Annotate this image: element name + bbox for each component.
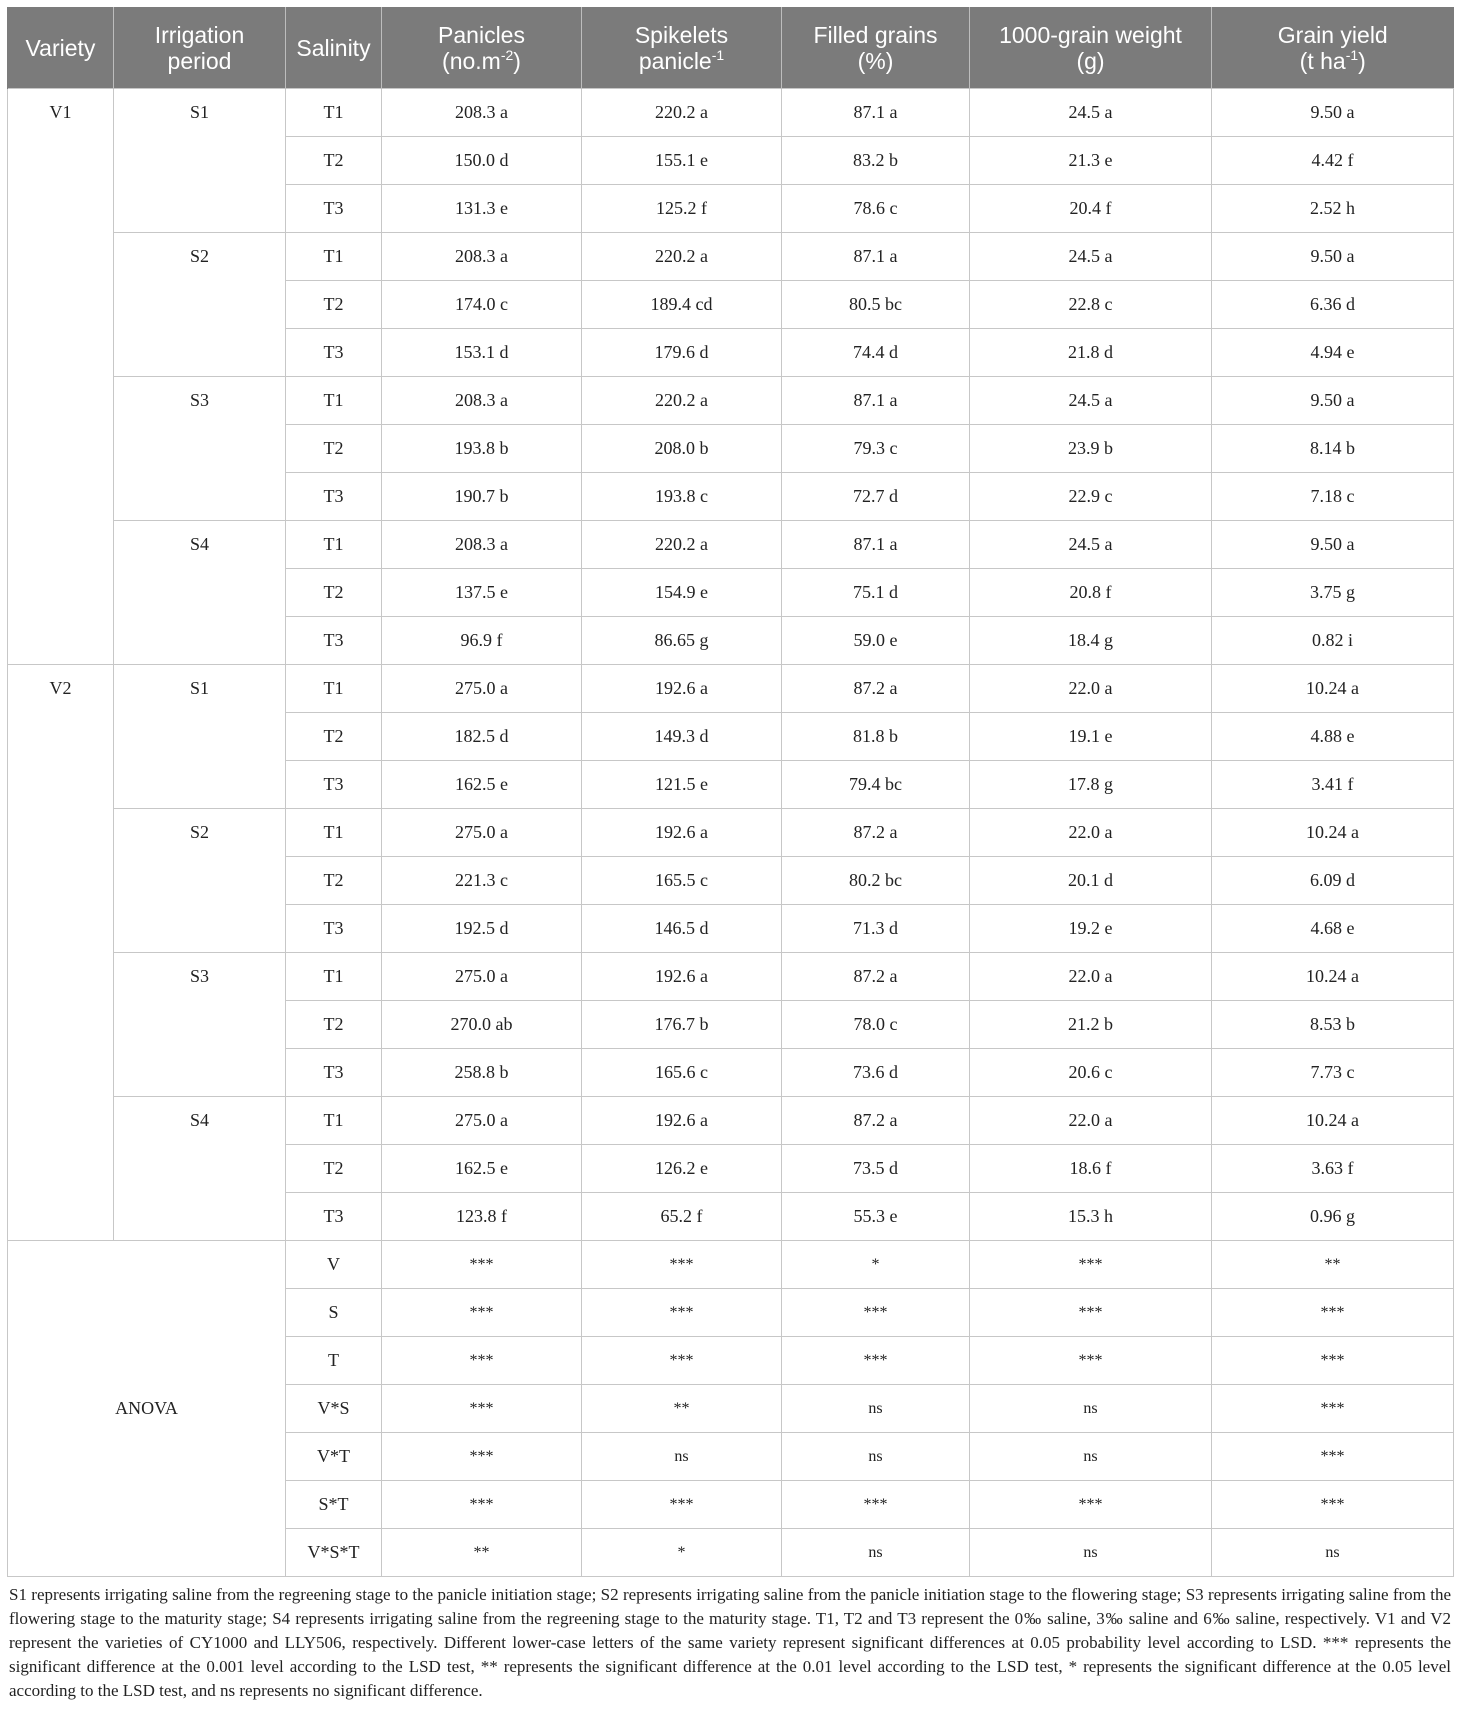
panicles-cell: 221.3 c — [382, 857, 582, 905]
anova-row — [8, 1241, 1454, 1289]
grain-weight-cell: 19.1 e — [970, 713, 1212, 761]
irrigation-period-cell — [114, 1145, 286, 1193]
filled-grains-cell: 79.3 c — [782, 425, 970, 473]
panicles-sig-cell: ** — [382, 1529, 582, 1577]
variety-cell — [8, 137, 114, 185]
salinity-cell: T2 — [286, 281, 382, 329]
spikelets-cell: 189.4 cd — [582, 281, 782, 329]
table-row — [8, 1145, 1454, 1193]
salinity-cell: T1 — [286, 377, 382, 425]
spikelets-cell: 220.2 a — [582, 233, 782, 281]
table-row — [8, 617, 1454, 665]
filled-grains-cell: 87.2 a — [782, 1097, 970, 1145]
grain-weight-cell: 19.2 e — [970, 905, 1212, 953]
irrigation-period-cell — [114, 185, 286, 233]
irrigation-period-cell — [114, 713, 286, 761]
header-irrigation-period: Irrigation period — [114, 7, 286, 89]
grain-yield-cell: 9.50 a — [1212, 233, 1454, 281]
table-row — [8, 521, 1454, 569]
panicles-cell: 275.0 a — [382, 1097, 582, 1145]
table-body — [8, 89, 1454, 1577]
grain-weight-cell: 22.8 c — [970, 281, 1212, 329]
variety-cell — [8, 713, 114, 761]
spikelets-cell: 165.6 c — [582, 1049, 782, 1097]
yield-components-table — [7, 7, 1454, 1577]
grain-weight-cell: 21.3 e — [970, 137, 1212, 185]
grain-weight-sig-cell: *** — [970, 1337, 1212, 1385]
header-spikelets: Spikelets panicle$^{-1}$ — [582, 7, 782, 89]
filled-grains-cell: 79.4 bc — [782, 761, 970, 809]
irrigation-period-cell — [114, 329, 286, 377]
spikelets-sig-cell: *** — [582, 1241, 782, 1289]
grain-weight-cell: 23.9 b — [970, 425, 1212, 473]
anova-factor-cell: V — [286, 1241, 382, 1289]
table-row — [8, 761, 1454, 809]
salinity-cell: T1 — [286, 233, 382, 281]
table-row — [8, 665, 1454, 713]
spikelets-cell: 208.0 b — [582, 425, 782, 473]
grain-yield-cell: 0.82 i — [1212, 617, 1454, 665]
grain-yield-sig-cell: ns — [1212, 1529, 1454, 1577]
variety-cell — [8, 617, 114, 665]
panicles-cell: 162.5 e — [382, 1145, 582, 1193]
spikelets-cell: 149.3 d — [582, 713, 782, 761]
table-row — [8, 713, 1454, 761]
header-salinity: Salinity — [286, 7, 382, 89]
irrigation-period-cell — [114, 857, 286, 905]
grain-weight-cell: 21.2 b — [970, 1001, 1212, 1049]
header-filled-grains: Filled grains (%) — [782, 7, 970, 89]
salinity-cell: T1 — [286, 953, 382, 1001]
filled-grains-cell: 87.1 a — [782, 377, 970, 425]
variety-cell — [8, 809, 114, 857]
panicles-sig-cell: *** — [382, 1241, 582, 1289]
panicles-cell: 192.5 d — [382, 905, 582, 953]
variety-cell — [8, 377, 114, 425]
panicles-sig-cell: *** — [382, 1433, 582, 1481]
irrigation-period-cell — [114, 473, 286, 521]
grain-yield-cell: 6.09 d — [1212, 857, 1454, 905]
filled-grains-cell: 87.2 a — [782, 809, 970, 857]
grain-yield-cell: 4.68 e — [1212, 905, 1454, 953]
salinity-cell: T2 — [286, 1001, 382, 1049]
irrigation-period-cell — [114, 569, 286, 617]
table-row — [8, 1097, 1454, 1145]
variety-cell — [8, 761, 114, 809]
spikelets-sig-cell: *** — [582, 1337, 782, 1385]
grain-yield-sig-cell: *** — [1212, 1481, 1454, 1529]
spikelets-cell: 220.2 a — [582, 521, 782, 569]
table-row — [8, 1193, 1454, 1241]
irrigation-period-cell — [114, 281, 286, 329]
filled-grains-cell: 78.6 c — [782, 185, 970, 233]
filled-grains-cell: 75.1 d — [782, 569, 970, 617]
panicles-sig-cell: *** — [382, 1289, 582, 1337]
grain-yield-cell: 4.88 e — [1212, 713, 1454, 761]
grain-yield-cell: 3.63 f — [1212, 1145, 1454, 1193]
filled-grains-cell: 74.4 d — [782, 329, 970, 377]
filled-grains-cell: 55.3 e — [782, 1193, 970, 1241]
filled-grains-cell: 87.2 a — [782, 665, 970, 713]
panicles-cell: 208.3 a — [382, 233, 582, 281]
irrigation-period-cell — [114, 425, 286, 473]
salinity-cell: T1 — [286, 809, 382, 857]
salinity-cell: T2 — [286, 569, 382, 617]
panicles-cell: 270.0 ab — [382, 1001, 582, 1049]
table-row — [8, 425, 1454, 473]
irrigation-period-cell: S4 — [114, 1097, 286, 1145]
salinity-cell: T3 — [286, 185, 382, 233]
grain-yield-cell: 2.52 h — [1212, 185, 1454, 233]
grain-weight-cell: 15.3 h — [970, 1193, 1212, 1241]
filled-grains-sig-cell: ns — [782, 1529, 970, 1577]
irrigation-period-cell — [114, 1193, 286, 1241]
spikelets-cell: 154.9 e — [582, 569, 782, 617]
irrigation-period-cell: S1 — [114, 89, 286, 137]
grain-weight-cell: 17.8 g — [970, 761, 1212, 809]
spikelets-cell: 165.5 c — [582, 857, 782, 905]
grain-yield-cell: 4.94 e — [1212, 329, 1454, 377]
panicles-cell: 162.5 e — [382, 761, 582, 809]
filled-grains-cell: 73.6 d — [782, 1049, 970, 1097]
anova-factor-cell: V*S*T — [286, 1529, 382, 1577]
grain-yield-sig-cell: *** — [1212, 1385, 1454, 1433]
grain-weight-cell: 22.0 a — [970, 809, 1212, 857]
header-panicles: Panicles $(no.m^{-2})$ — [382, 7, 582, 89]
salinity-cell: T3 — [286, 473, 382, 521]
irrigation-period-cell: S4 — [114, 521, 286, 569]
grain-weight-sig-cell: ns — [970, 1385, 1212, 1433]
spikelets-sig-cell: ** — [582, 1385, 782, 1433]
grain-yield-cell: 10.24 a — [1212, 1097, 1454, 1145]
filled-grains-sig-cell: ns — [782, 1433, 970, 1481]
irrigation-period-cell — [114, 761, 286, 809]
panicles-cell: 182.5 d — [382, 713, 582, 761]
panicles-cell: 123.8 f — [382, 1193, 582, 1241]
filled-grains-sig-cell: *** — [782, 1481, 970, 1529]
grain-yield-cell: 9.50 a — [1212, 89, 1454, 137]
variety-cell — [8, 1193, 114, 1241]
spikelets-sig-cell: * — [582, 1529, 782, 1577]
filled-grains-cell: 73.5 d — [782, 1145, 970, 1193]
filled-grains-sig-cell: * — [782, 1241, 970, 1289]
variety-cell — [8, 473, 114, 521]
header-row — [8, 7, 1454, 89]
grain-weight-cell: 18.4 g — [970, 617, 1212, 665]
spikelets-sig-cell: *** — [582, 1481, 782, 1529]
anova-factor-cell: S*T — [286, 1481, 382, 1529]
grain-yield-sig-cell: *** — [1212, 1289, 1454, 1337]
grain-yield-sig-cell: *** — [1212, 1433, 1454, 1481]
table-row — [8, 473, 1454, 521]
variety-cell — [8, 185, 114, 233]
irrigation-period-cell: S2 — [114, 233, 286, 281]
panicles-cell: 174.0 c — [382, 281, 582, 329]
salinity-cell: T2 — [286, 1145, 382, 1193]
grain-yield-cell: 10.24 a — [1212, 665, 1454, 713]
irrigation-period-cell — [114, 905, 286, 953]
spikelets-sig-cell: ns — [582, 1433, 782, 1481]
panicles-cell: 208.3 a — [382, 89, 582, 137]
filled-grains-cell: 87.1 a — [782, 521, 970, 569]
panicles-cell: 131.3 e — [382, 185, 582, 233]
filled-grains-cell: 80.2 bc — [782, 857, 970, 905]
spikelets-cell: 192.6 a — [582, 809, 782, 857]
spikelets-cell: 125.2 f — [582, 185, 782, 233]
spikelets-cell: 220.2 a — [582, 89, 782, 137]
grain-yield-cell: 4.42 f — [1212, 137, 1454, 185]
anova-factor-cell: V*T — [286, 1433, 382, 1481]
salinity-cell: T1 — [286, 1097, 382, 1145]
filled-grains-cell: 71.3 d — [782, 905, 970, 953]
table-row — [8, 1001, 1454, 1049]
table-row — [8, 329, 1454, 377]
irrigation-period-cell: S3 — [114, 377, 286, 425]
grain-weight-cell: 22.0 a — [970, 1097, 1212, 1145]
spikelets-cell: 192.6 a — [582, 1097, 782, 1145]
grain-weight-cell: 20.1 d — [970, 857, 1212, 905]
variety-cell — [8, 1145, 114, 1193]
irrigation-period-cell: S1 — [114, 665, 286, 713]
table-row — [8, 569, 1454, 617]
panicles-cell: 193.8 b — [382, 425, 582, 473]
salinity-cell: T3 — [286, 617, 382, 665]
panicles-cell: 275.0 a — [382, 809, 582, 857]
variety-cell — [8, 953, 114, 1001]
spikelets-cell: 179.6 d — [582, 329, 782, 377]
grain-weight-sig-cell: *** — [970, 1289, 1212, 1337]
variety-cell — [8, 521, 114, 569]
anova-factor-cell: S — [286, 1289, 382, 1337]
spikelets-cell: 193.8 c — [582, 473, 782, 521]
panicles-cell: 150.0 d — [382, 137, 582, 185]
anova-factor-cell: T — [286, 1337, 382, 1385]
panicles-cell: 153.1 d — [382, 329, 582, 377]
spikelets-cell: 176.7 b — [582, 1001, 782, 1049]
salinity-cell: T2 — [286, 857, 382, 905]
irrigation-period-cell: S3 — [114, 953, 286, 1001]
variety-cell — [8, 233, 114, 281]
panicles-cell: 208.3 a — [382, 377, 582, 425]
panicles-cell: 275.0 a — [382, 953, 582, 1001]
filled-grains-cell: 87.1 a — [782, 89, 970, 137]
panicles-cell: 258.8 b — [382, 1049, 582, 1097]
table-row — [8, 137, 1454, 185]
irrigation-period-cell — [114, 137, 286, 185]
spikelets-cell: 126.2 e — [582, 1145, 782, 1193]
variety-cell — [8, 569, 114, 617]
variety-cell — [8, 425, 114, 473]
anova-label: ANOVA — [8, 1241, 286, 1577]
filled-grains-cell: 87.1 a — [782, 233, 970, 281]
table-row — [8, 377, 1454, 425]
table-footnote: S1 represents irrigating saline from the regreening stage to the panicle initiation stage; S2 represents irrigating saline from the panicle initiation stage to the flowering stage; S3 represents irrigating saline from the flowering stage to the maturity stage; S4 represents irrigating saline from the regreening stage to the maturity stage. T1, T2 and T3 represent the 0‰ saline, 3‰ saline and 6‰ saline, respectively. V1 and V2 represent the varieties of CY1000 and LLY506, respectively. Different lower-case letters of the same variety represent significant differences at 0.05 probability level according to LSD. *** represents the significant difference at the 0.001 level according to the LSD test, ** represents the significant difference at the 0.01 level according to the LSD test, * represents the significant difference at the 0.05 level according to the LSD test, and ns represents no significant difference. — [9, 1585, 1451, 1700]
filled-grains-cell: 87.2 a — [782, 953, 970, 1001]
grain-yield-cell: 6.36 d — [1212, 281, 1454, 329]
panicles-cell: 96.9 f — [382, 617, 582, 665]
grain-weight-cell: 20.4 f — [970, 185, 1212, 233]
header-grain-weight: 1000-grain weight (g) — [970, 7, 1212, 89]
grain-weight-cell: 18.6 f — [970, 1145, 1212, 1193]
grain-weight-cell: 24.5 a — [970, 377, 1212, 425]
salinity-cell: T3 — [286, 761, 382, 809]
grain-yield-cell: 3.75 g — [1212, 569, 1454, 617]
grain-yield-cell: 8.14 b — [1212, 425, 1454, 473]
spikelets-cell: 220.2 a — [582, 377, 782, 425]
grain-weight-cell: 22.0 a — [970, 665, 1212, 713]
table-row — [8, 233, 1454, 281]
salinity-cell: T3 — [286, 905, 382, 953]
variety-cell: V1 — [8, 89, 114, 137]
table-row — [8, 185, 1454, 233]
spikelets-cell: 86.65 g — [582, 617, 782, 665]
grain-weight-cell: 24.5 a — [970, 233, 1212, 281]
grain-weight-sig-cell: *** — [970, 1481, 1212, 1529]
spikelets-cell: 155.1 e — [582, 137, 782, 185]
irrigation-period-cell — [114, 1001, 286, 1049]
table-row — [8, 809, 1454, 857]
header-variety: Variety — [8, 7, 114, 89]
grain-weight-cell: 24.5 a — [970, 89, 1212, 137]
salinity-cell: T1 — [286, 665, 382, 713]
spikelets-cell: 65.2 f — [582, 1193, 782, 1241]
grain-yield-cell: 10.24 a — [1212, 809, 1454, 857]
variety-cell — [8, 1001, 114, 1049]
panicles-cell: 208.3 a — [382, 521, 582, 569]
grain-yield-sig-cell: ** — [1212, 1241, 1454, 1289]
variety-cell — [8, 857, 114, 905]
anova-factor-cell: V*S — [286, 1385, 382, 1433]
variety-cell — [8, 281, 114, 329]
salinity-cell: T2 — [286, 713, 382, 761]
grain-yield-sig-cell: *** — [1212, 1337, 1454, 1385]
table-row — [8, 905, 1454, 953]
grain-yield-cell: 7.18 c — [1212, 473, 1454, 521]
table-row — [8, 953, 1454, 1001]
filled-grains-cell: 83.2 b — [782, 137, 970, 185]
irrigation-period-cell — [114, 617, 286, 665]
panicles-sig-cell: *** — [382, 1481, 582, 1529]
filled-grains-cell: 81.8 b — [782, 713, 970, 761]
grain-yield-cell: 9.50 a — [1212, 521, 1454, 569]
grain-weight-cell: 22.0 a — [970, 953, 1212, 1001]
grain-weight-cell: 24.5 a — [970, 521, 1212, 569]
panicles-cell: 137.5 e — [382, 569, 582, 617]
irrigation-period-cell: S2 — [114, 809, 286, 857]
salinity-cell: T2 — [286, 425, 382, 473]
panicles-cell: 190.7 b — [382, 473, 582, 521]
table-row — [8, 1049, 1454, 1097]
variety-cell — [8, 1049, 114, 1097]
grain-weight-cell: 20.8 f — [970, 569, 1212, 617]
spikelets-cell: 192.6 a — [582, 953, 782, 1001]
grain-yield-cell: 0.96 g — [1212, 1193, 1454, 1241]
salinity-cell: T1 — [286, 521, 382, 569]
table-row — [8, 857, 1454, 905]
panicles-sig-cell: *** — [382, 1385, 582, 1433]
variety-cell: V2 — [8, 665, 114, 713]
grain-yield-cell: 10.24 a — [1212, 953, 1454, 1001]
grain-yield-cell: 3.41 f — [1212, 761, 1454, 809]
panicles-cell: 275.0 a — [382, 665, 582, 713]
spikelets-cell: 121.5 e — [582, 761, 782, 809]
filled-grains-sig-cell: *** — [782, 1337, 970, 1385]
filled-grains-cell: 59.0 e — [782, 617, 970, 665]
salinity-cell: T3 — [286, 1193, 382, 1241]
variety-cell — [8, 329, 114, 377]
panicles-sig-cell: *** — [382, 1337, 582, 1385]
spikelets-sig-cell: *** — [582, 1289, 782, 1337]
irrigation-period-cell — [114, 1049, 286, 1097]
grain-weight-cell: 21.8 d — [970, 329, 1212, 377]
salinity-cell: T3 — [286, 1049, 382, 1097]
table-row — [8, 89, 1454, 137]
grain-weight-cell: 22.9 c — [970, 473, 1212, 521]
table-row — [8, 281, 1454, 329]
grain-weight-sig-cell: *** — [970, 1241, 1212, 1289]
salinity-cell: T2 — [286, 137, 382, 185]
variety-cell — [8, 905, 114, 953]
spikelets-cell: 192.6 a — [582, 665, 782, 713]
filled-grains-cell: 80.5 bc — [782, 281, 970, 329]
grain-weight-sig-cell: ns — [970, 1433, 1212, 1481]
filled-grains-cell: 72.7 d — [782, 473, 970, 521]
filled-grains-cell: 78.0 c — [782, 1001, 970, 1049]
filled-grains-sig-cell: ns — [782, 1385, 970, 1433]
grain-yield-cell: 9.50 a — [1212, 377, 1454, 425]
spikelets-cell: 146.5 d — [582, 905, 782, 953]
variety-cell — [8, 1097, 114, 1145]
grain-yield-cell: 8.53 b — [1212, 1001, 1454, 1049]
grain-weight-sig-cell: ns — [970, 1529, 1212, 1577]
header-grain-yield: Grain yield (t $ha^{-1}$) — [1212, 7, 1454, 89]
salinity-cell: T3 — [286, 329, 382, 377]
filled-grains-sig-cell: *** — [782, 1289, 970, 1337]
salinity-cell: T1 — [286, 89, 382, 137]
table-container — [7, 7, 1453, 1703]
grain-yield-cell: 7.73 c — [1212, 1049, 1454, 1097]
grain-weight-cell: 20.6 c — [970, 1049, 1212, 1097]
